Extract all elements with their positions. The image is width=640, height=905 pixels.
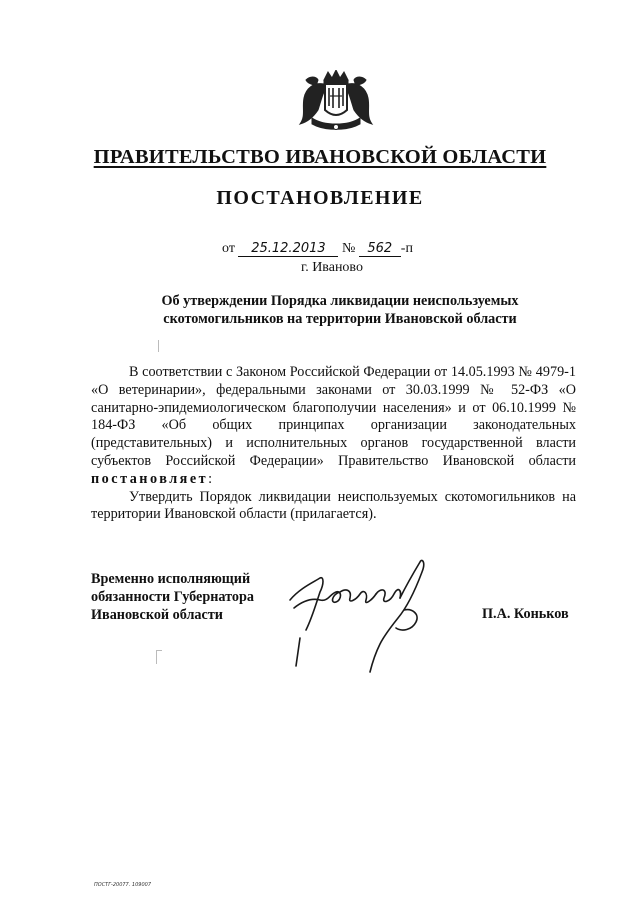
number-prefix: № [341,241,356,256]
number-suffix: -п [400,241,413,256]
document-date: 25.12.2013 [238,241,338,257]
footer-code: ПОСТГ-20077. 109007 [94,882,152,888]
document-subject [80,293,600,328]
position-line: Ивановской области [91,607,223,623]
date-number-row [222,241,413,257]
scan-mark [156,650,157,664]
position-line: Временно исполняющий [91,571,251,587]
body-paragraph [91,364,576,489]
position-line: обязанности Губернатора [91,589,254,605]
body-paragraph: Утвердить Порядок ликвидации неиспользуемых скотомогильников на территории Ивановской области (прилагается). [91,488,576,523]
document-number: 562 [359,241,401,257]
coat-of-arms-icon [294,70,378,132]
signatory-name: П.А. Коньков [482,606,569,622]
scan-mark [156,650,162,651]
signatory-position [91,570,254,624]
subject-line: Об утверждении Порядка ликвидации неиспользуемых [161,293,519,309]
handwritten-signature-icon [280,548,450,678]
document-body [91,364,576,524]
city: г. Иваново [301,260,363,275]
government-title: ПРАВИТЕЛЬСТВО ИВАНОВСКОЙ ОБЛАСТИ [93,146,547,168]
document-type: ПОСТАНОВЛЕНИЕ [216,187,424,209]
body-text: В соответствии с Законом Российской Федерации от 14.05.1993 № 4979-1 «О ветеринарии», федеральными законами от 30.03.1999 № 52-ФЗ «О санитарно-эпидемиологическом благополучии населения» и от 06.10.1999 № 184-ФЗ «Об общих принципах организации законодательных (представительных) и исполнительных органов государственной власти субъектов Российской Федерации» Правительство Ивановской области [91,364,576,469]
date-prefix: от [222,241,235,256]
decree-word: постановляет [91,470,209,487]
subject-line: скотомогильников на территории Ивановской области [163,310,517,327]
scan-mark [158,340,159,352]
decree-colon: : [208,470,213,487]
